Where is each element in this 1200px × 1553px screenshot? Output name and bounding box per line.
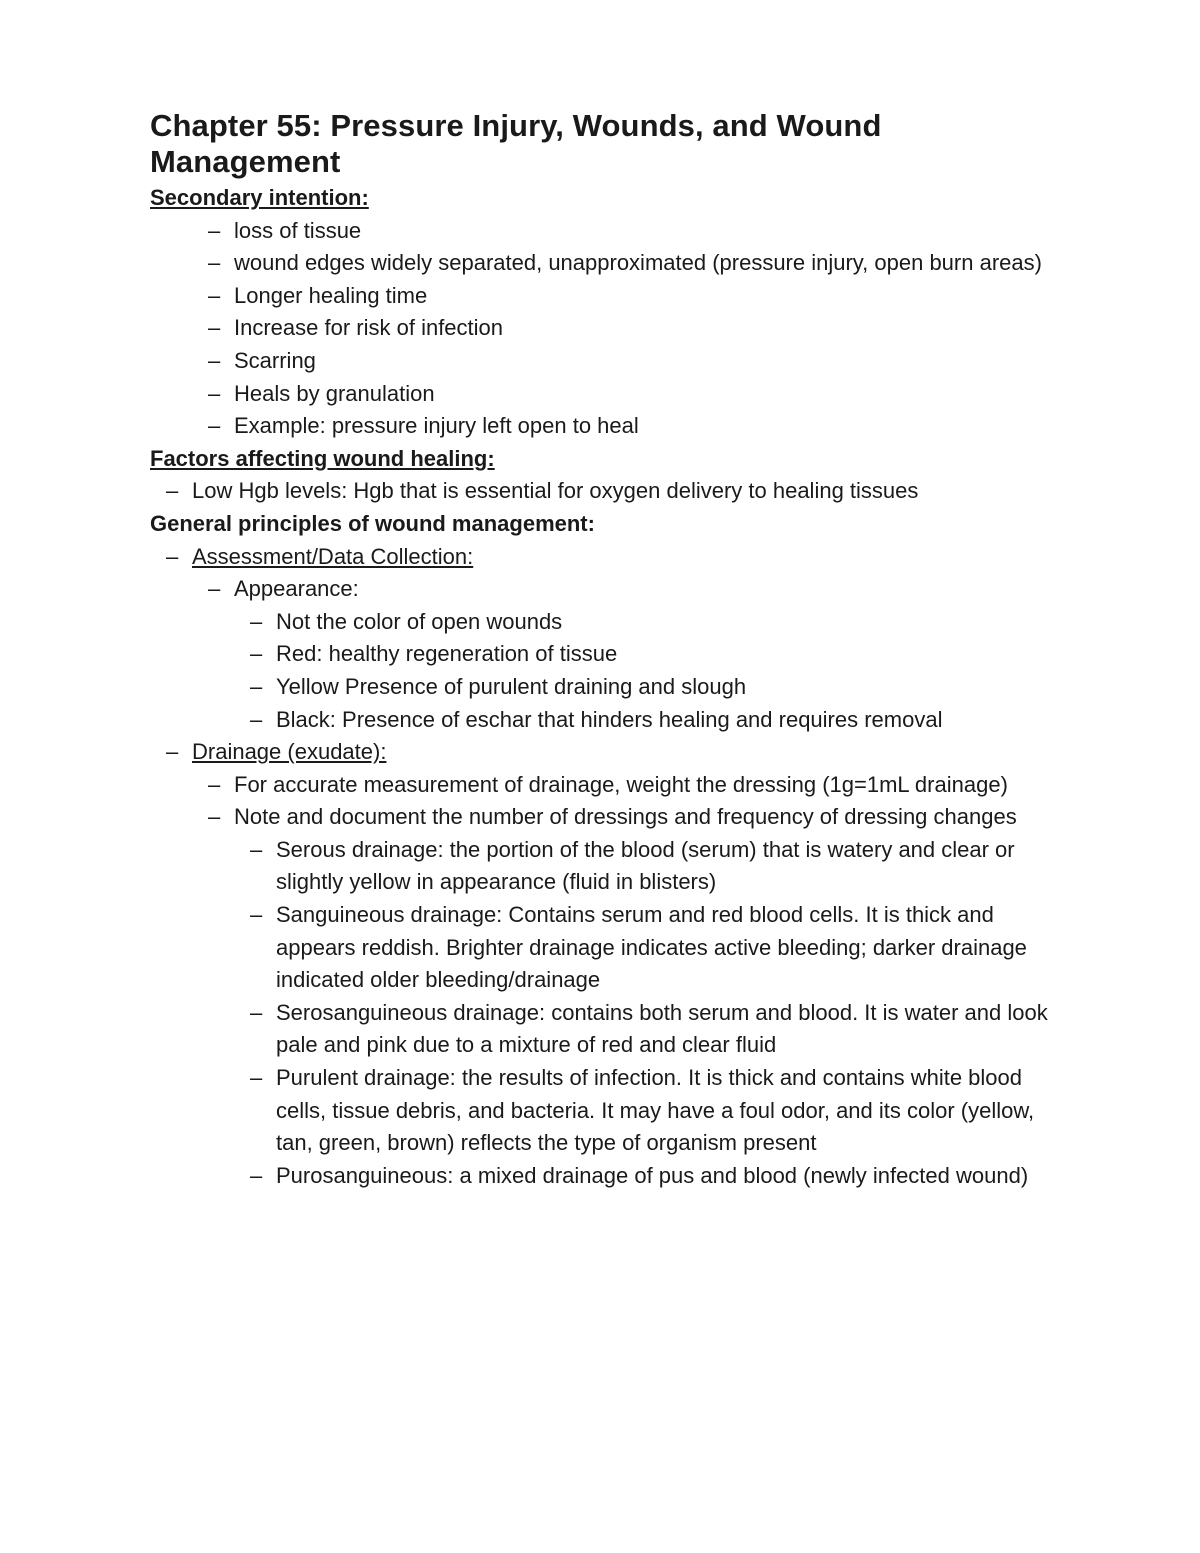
assessment-label: Assessment/Data Collection:	[192, 543, 474, 569]
general-principles-heading: General principles of wound management:	[150, 510, 595, 536]
list-item: – Red: healthy regeneration of tissue	[276, 638, 1050, 671]
list-item: – Example: pressure injury left open to heal	[234, 410, 1050, 443]
secondary-intention-heading: Secondary intention:	[150, 185, 369, 210]
secondary-intention-list	[150, 215, 1050, 443]
appearance-sublist	[234, 606, 1050, 736]
list-item: – Low Hgb levels: Hgb that is essential for oxygen delivery to healing tissues	[192, 475, 1050, 508]
list-item: – For accurate measurement of drainage, weight the dressing (1g=1mL drainage)	[234, 769, 1050, 802]
drainage-sublist	[192, 769, 1050, 1193]
factors-list	[150, 475, 1050, 508]
assessment-sublist	[192, 573, 1050, 736]
list-item: – Serous drainage: the portion of the blood (serum) that is watery and clear or slightly yellow in appearance (fluid in blisters)	[276, 834, 1050, 899]
drainage-types-list	[234, 834, 1050, 1193]
appearance-label: Appearance:	[234, 576, 359, 602]
factors-heading: Factors affecting wound healing:	[150, 445, 495, 471]
list-item: – Sanguineous drainage: Contains serum and red blood cells. It is thick and appears reddish. Brighter drainage indicates active bleeding; darker drainage indicated older bleeding/drainage	[276, 899, 1050, 997]
list-item: – Increase for risk of infection	[234, 312, 1050, 345]
list-item: – Purosanguineous: a mixed drainage of pus and blood (newly infected wound)	[276, 1160, 1050, 1193]
assessment-item	[192, 541, 1050, 737]
list-item: – Heals by granulation	[234, 378, 1050, 411]
list-item: – loss of tissue	[234, 215, 1050, 248]
general-principles-list	[150, 541, 1050, 1193]
list-item: – Scarring	[234, 345, 1050, 378]
drainage-label: Drainage (exudate):	[192, 739, 387, 765]
document-page	[150, 108, 1050, 1192]
list-item: – Yellow Presence of purulent draining and slough	[276, 671, 1050, 704]
list-item: – Black: Presence of eschar that hinders healing and requires removal	[276, 704, 1050, 737]
list-item: – Serosanguineous drainage: contains both serum and blood. It is water and look pale and pink due to a mixture of red and clear fluid	[276, 997, 1050, 1062]
list-item: – Not the color of open wounds	[276, 606, 1050, 639]
appearance-item	[234, 573, 1050, 736]
list-item-text: Note and document the number of dressings and frequency of dressing changes	[234, 804, 1017, 830]
list-item: – Purulent drainage: the results of infection. It is thick and contains white blood cells, tissue debris, and bacteria. It may have a foul odor, and its color (yellow, tan, green, brown) reflects the type of organism present	[276, 1062, 1050, 1160]
list-item: – wound edges widely separated, unapproximated (pressure injury, open burn areas)	[234, 247, 1050, 280]
list-item	[234, 801, 1050, 1192]
list-item: – Longer healing time	[234, 280, 1050, 313]
drainage-item	[192, 736, 1050, 1192]
page-title: Chapter 55: Pressure Injury, Wounds, and Wound Management	[150, 108, 882, 179]
